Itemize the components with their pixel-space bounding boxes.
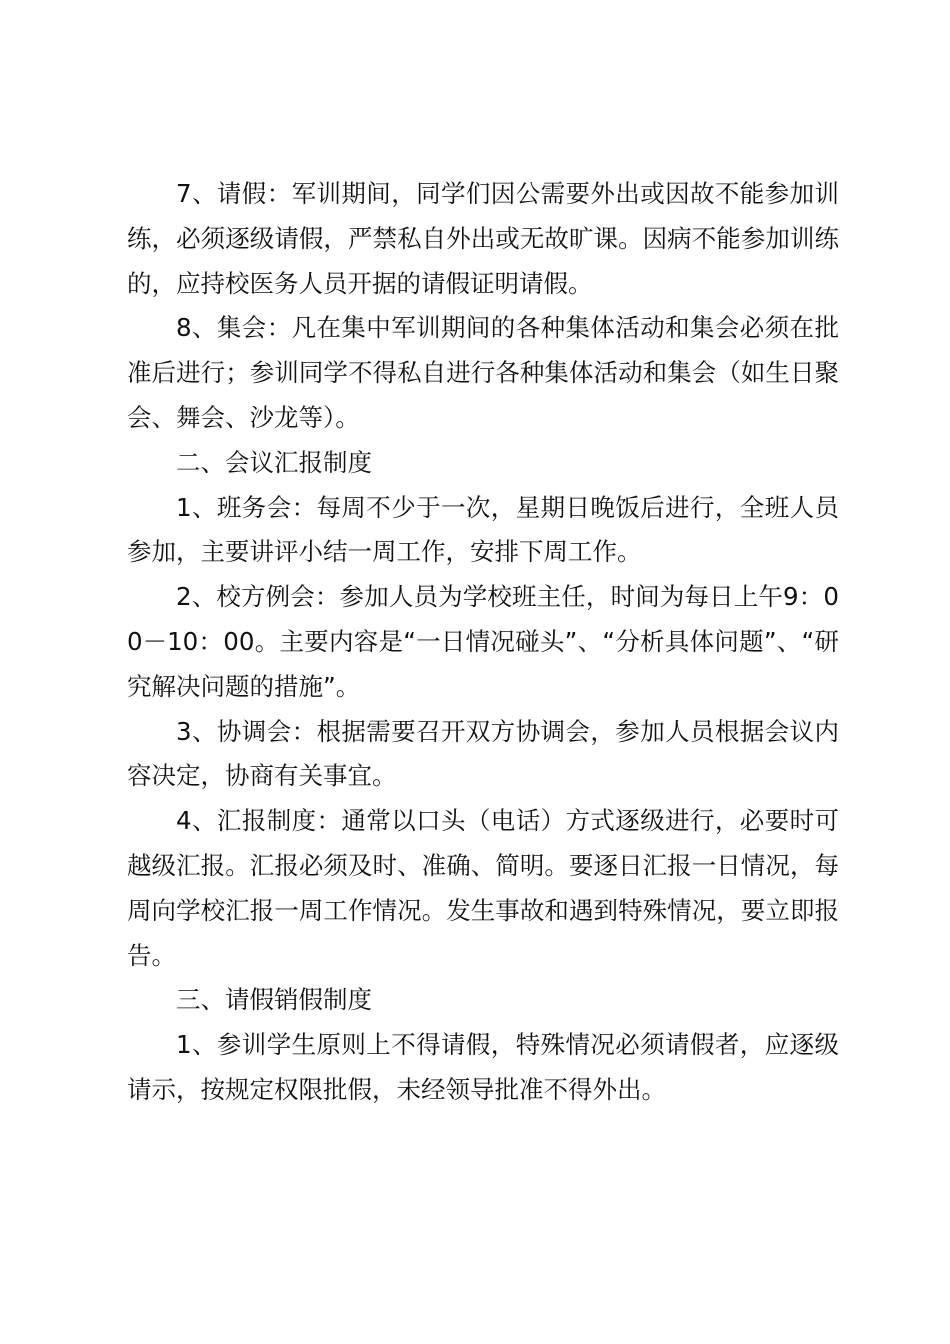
paragraph-school-meeting: 2、校方例会：参加人员为学校班主任，时间为每日上午9：00－10：00。主要内容是“一日情况碰头”、“分析具体问题”、“研究解决问题的措施”。 [127,582,839,701]
paragraph-reporting-system: 4、汇报制度：通常以口头（电话）方式逐级进行，必要时可越级汇报。汇报必须及时、准确、简明。要逐日汇报一日情况，每周向学校汇报一周工作情况。发生事故和遇到特殊情况，要立即报告。 [127,806,839,970]
paragraph-assembly: 8、集会：凡在集中军训期间的各种集体活动和集会必须在批准后进行；参训同学不得私自进行各种集体活动和集会（如生日聚会、舞会、沙龙等）。 [127,313,839,432]
section-heading-meeting-report: 二、会议汇报制度 [176,447,372,477]
document-body [127,172,839,1113]
paragraph-coordination-meeting: 3、协调会：根据需要召开双方协调会，参加人员根据会议内容决定，协商有关事宜。 [127,716,839,791]
paragraph-class-meeting: 1、班务会：每周不少于一次，星期日晚饭后进行，全班人员参加，主要讲评小结一周工作，安排下周工作。 [127,492,839,567]
paragraph-leave-request: 7、请假：军训期间，同学们因公需要外出或因故不能参加训练，必须逐级请假，严禁私自外出或无故旷课。因病不能参加训练的，应持校医务人员开据的请假证明请假。 [127,179,839,298]
section-heading-leave-system: 三、请假销假制度 [176,985,372,1015]
paragraph-leave-rules: 1、参训学生原则上不得请假，特殊情况必须请假者，应逐级请示，按规定权限批假，未经领导批准不得外出。 [127,1030,839,1104]
